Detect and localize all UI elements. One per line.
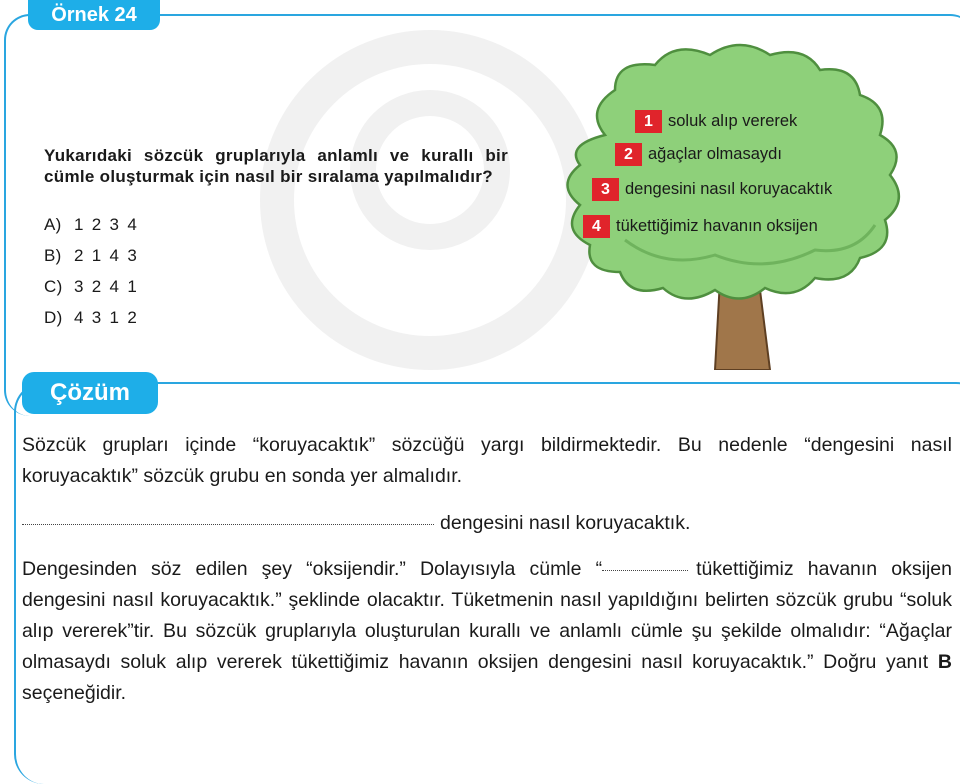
number-badge: 4 bbox=[583, 215, 610, 238]
solution-paragraph-1: Sözcük grupları içinde “koruyacaktık” sözcüğü yargı bildirmektedir. Bu nedenle “dengesini nasıl koruyacaktık” sözcük grubu en sonda yer almalıdır. bbox=[22, 434, 952, 487]
tree-item-text: soluk alıp vererek bbox=[668, 112, 798, 130]
number-badge: 1 bbox=[635, 110, 662, 133]
para3-start: Dengesinden söz edilen şey “oksijendir.” Dolayısıyla cümle “ bbox=[22, 558, 603, 580]
tree-item-4 bbox=[583, 215, 818, 238]
option-letter: A) bbox=[44, 215, 62, 234]
number-badge: 2 bbox=[615, 143, 642, 166]
para3-rest: tükettiğimiz havanın oksijen dengesini nasıl koruyacaktık.” şeklinde olacaktır. Tüketmenin nasıl yapıldığını belirten sözcük grubu “soluk alıp vererek”tir. Bu sözcük gruplarıyla oluşturulan kurallı ve anlamlı cümle şu şekilde olmalıdır: “Ağaçlar olmasaydı soluk alıp vererek tükettiğimiz havanın oksijen dengesini nasıl koruyacaktık.” Doğru yanıt bbox=[22, 558, 952, 673]
answer-options bbox=[44, 214, 137, 338]
para3-end: seçeneğidir. bbox=[22, 682, 127, 704]
option-d[interactable] bbox=[44, 307, 137, 338]
tree-item-text: dengesini nasıl koruyacaktık bbox=[625, 180, 833, 198]
blank-dotted-inline bbox=[602, 569, 688, 571]
tree-item-text: tükettiğimiz havanın oksijen bbox=[616, 217, 818, 235]
tree-item-2 bbox=[615, 143, 782, 166]
question-text: Yukarıdaki sözcük gruplarıyla anlamlı ve kurallı bir cümle oluşturmak için nasıl bir sıralama yapılmalıdır? bbox=[44, 146, 508, 186]
tree-item-1 bbox=[635, 110, 797, 133]
solution-badge: Çözüm bbox=[22, 372, 158, 414]
answer-letter: B bbox=[937, 651, 952, 673]
option-value: 2 1 4 3 bbox=[74, 246, 138, 265]
tree-item-text: ağaçlar olmasaydı bbox=[648, 145, 782, 163]
option-c[interactable] bbox=[44, 276, 137, 307]
blank-dotted-line bbox=[22, 523, 434, 525]
number-badge: 3 bbox=[592, 178, 619, 201]
option-value: 4 3 1 2 bbox=[74, 308, 138, 327]
solution-line-2 bbox=[22, 508, 952, 539]
option-a[interactable] bbox=[44, 214, 137, 245]
option-letter: D) bbox=[44, 308, 63, 327]
tree-item-3 bbox=[592, 178, 832, 201]
example-badge: Örnek 24 bbox=[28, 0, 160, 30]
solution-line-2-text: dengesini nasıl koruyacaktık. bbox=[440, 512, 691, 534]
tree-illustration bbox=[545, 40, 925, 370]
option-b[interactable] bbox=[44, 245, 137, 276]
solution-paragraph-3 bbox=[22, 554, 952, 709]
option-value: 1 2 3 4 bbox=[74, 215, 138, 234]
option-letter: C) bbox=[44, 277, 63, 296]
option-letter: B) bbox=[44, 246, 62, 265]
option-value: 3 2 4 1 bbox=[74, 277, 138, 296]
tree-icon bbox=[545, 40, 925, 370]
